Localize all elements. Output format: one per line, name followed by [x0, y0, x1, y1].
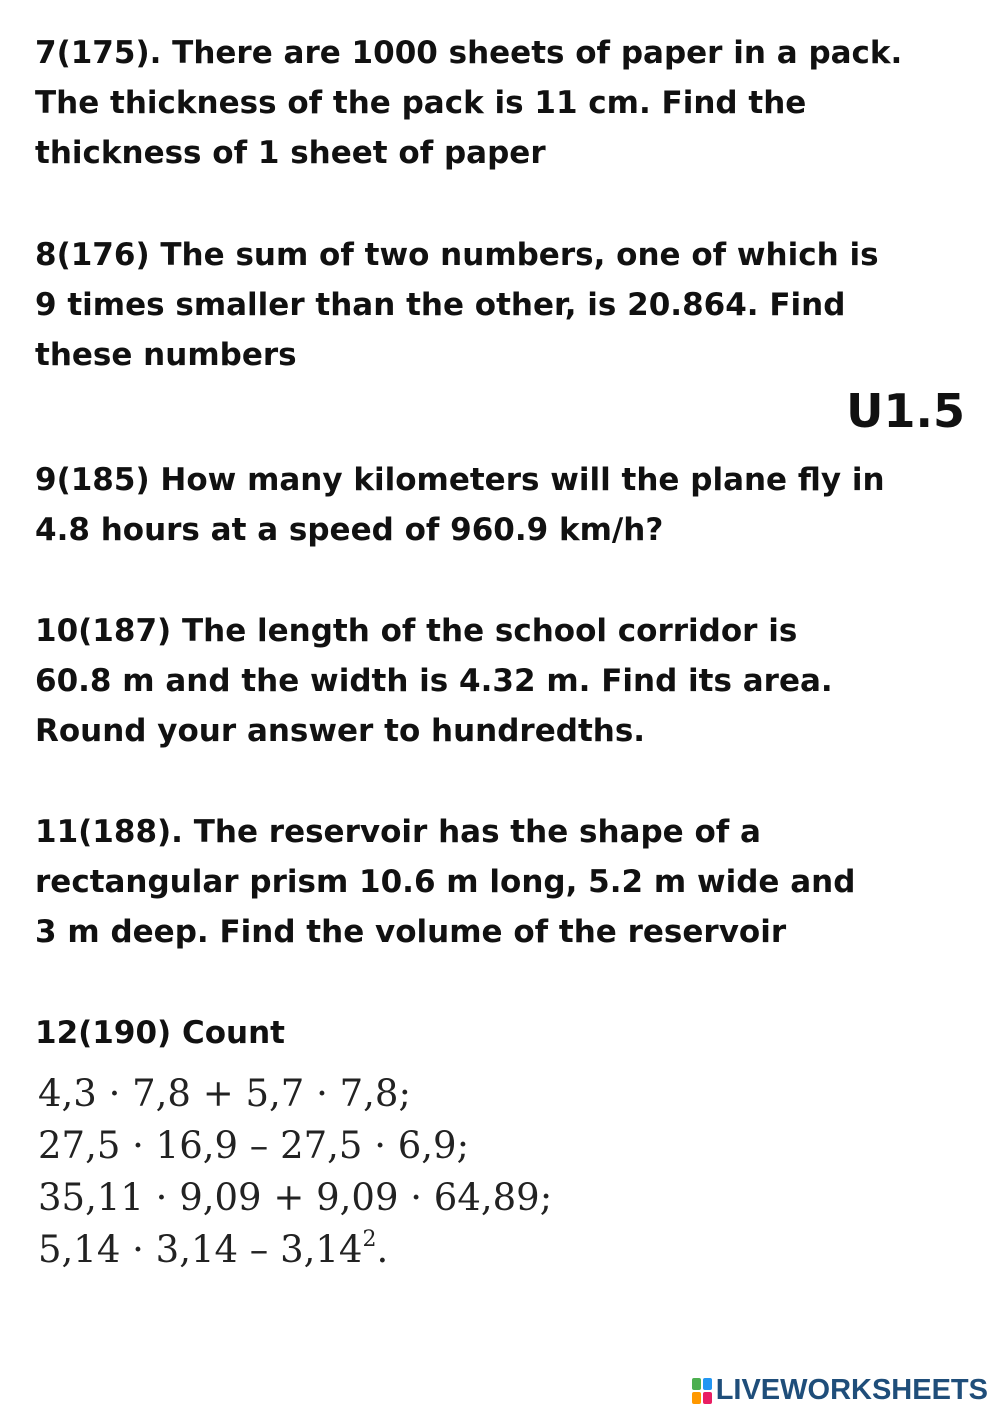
- problem-line: 8(176) The sum of two numbers, one of which is: [35, 237, 879, 273]
- problem-line: 60.8 m and the width is 4.32 m. Find its area.: [35, 663, 833, 699]
- math-expressions: [38, 1068, 552, 1276]
- math-expression: 27,5 · 16,9 – 27,5 · 6,9;: [38, 1124, 470, 1167]
- problem-7: [35, 28, 902, 178]
- problem-9: [35, 455, 885, 555]
- math-expression-with-power: [38, 1224, 552, 1276]
- problem-12: [35, 1008, 285, 1058]
- problem-line: 4.8 hours at a speed of 960.9 km/h?: [35, 512, 664, 548]
- liveworksheets-logo: [692, 1374, 988, 1407]
- problem-line: Round your answer to hundredths.: [35, 713, 646, 749]
- expression-end: .: [376, 1228, 389, 1271]
- problem-8: [35, 230, 879, 380]
- problem-line: 9 times smaller than the other, is 20.864. Find: [35, 287, 846, 323]
- math-expression: 35,11 · 9,09 + 9,09 · 64,89;: [38, 1176, 553, 1219]
- problem-line: The thickness of the pack is 11 cm. Find the: [35, 85, 807, 121]
- problem-line: 12(190) Count: [35, 1015, 285, 1051]
- problem-line: rectangular prism 10.6 m long, 5.2 m wide and: [35, 864, 856, 900]
- problem-line: 9(185) How many kilometers will the plane fly in: [35, 462, 885, 498]
- problem-line: 10(187) The length of the school corridor is: [35, 613, 798, 649]
- expression-exponent: 2: [362, 1227, 377, 1252]
- problem-line: these numbers: [35, 337, 297, 373]
- math-expression: 4,3 · 7,8 + 5,7 · 7,8;: [38, 1072, 411, 1115]
- problem-line: thickness of 1 sheet of paper: [35, 135, 546, 171]
- problem-line: 11(188). The reservoir has the shape of a: [35, 814, 761, 850]
- brand-text: LIVEWORKSHEETS: [715, 1374, 988, 1406]
- expression-base: 5,14 · 3,14 – 3,14: [38, 1228, 363, 1271]
- problem-line: 7(175). There are 1000 sheets of paper in a pack.: [35, 35, 903, 71]
- problem-10: [35, 606, 833, 756]
- liveworksheets-logo-icon: [692, 1378, 712, 1404]
- problem-11: [35, 807, 855, 957]
- unit-code-label: U1.5: [846, 384, 965, 438]
- problem-line: 3 m deep. Find the volume of the reservoir: [35, 914, 787, 950]
